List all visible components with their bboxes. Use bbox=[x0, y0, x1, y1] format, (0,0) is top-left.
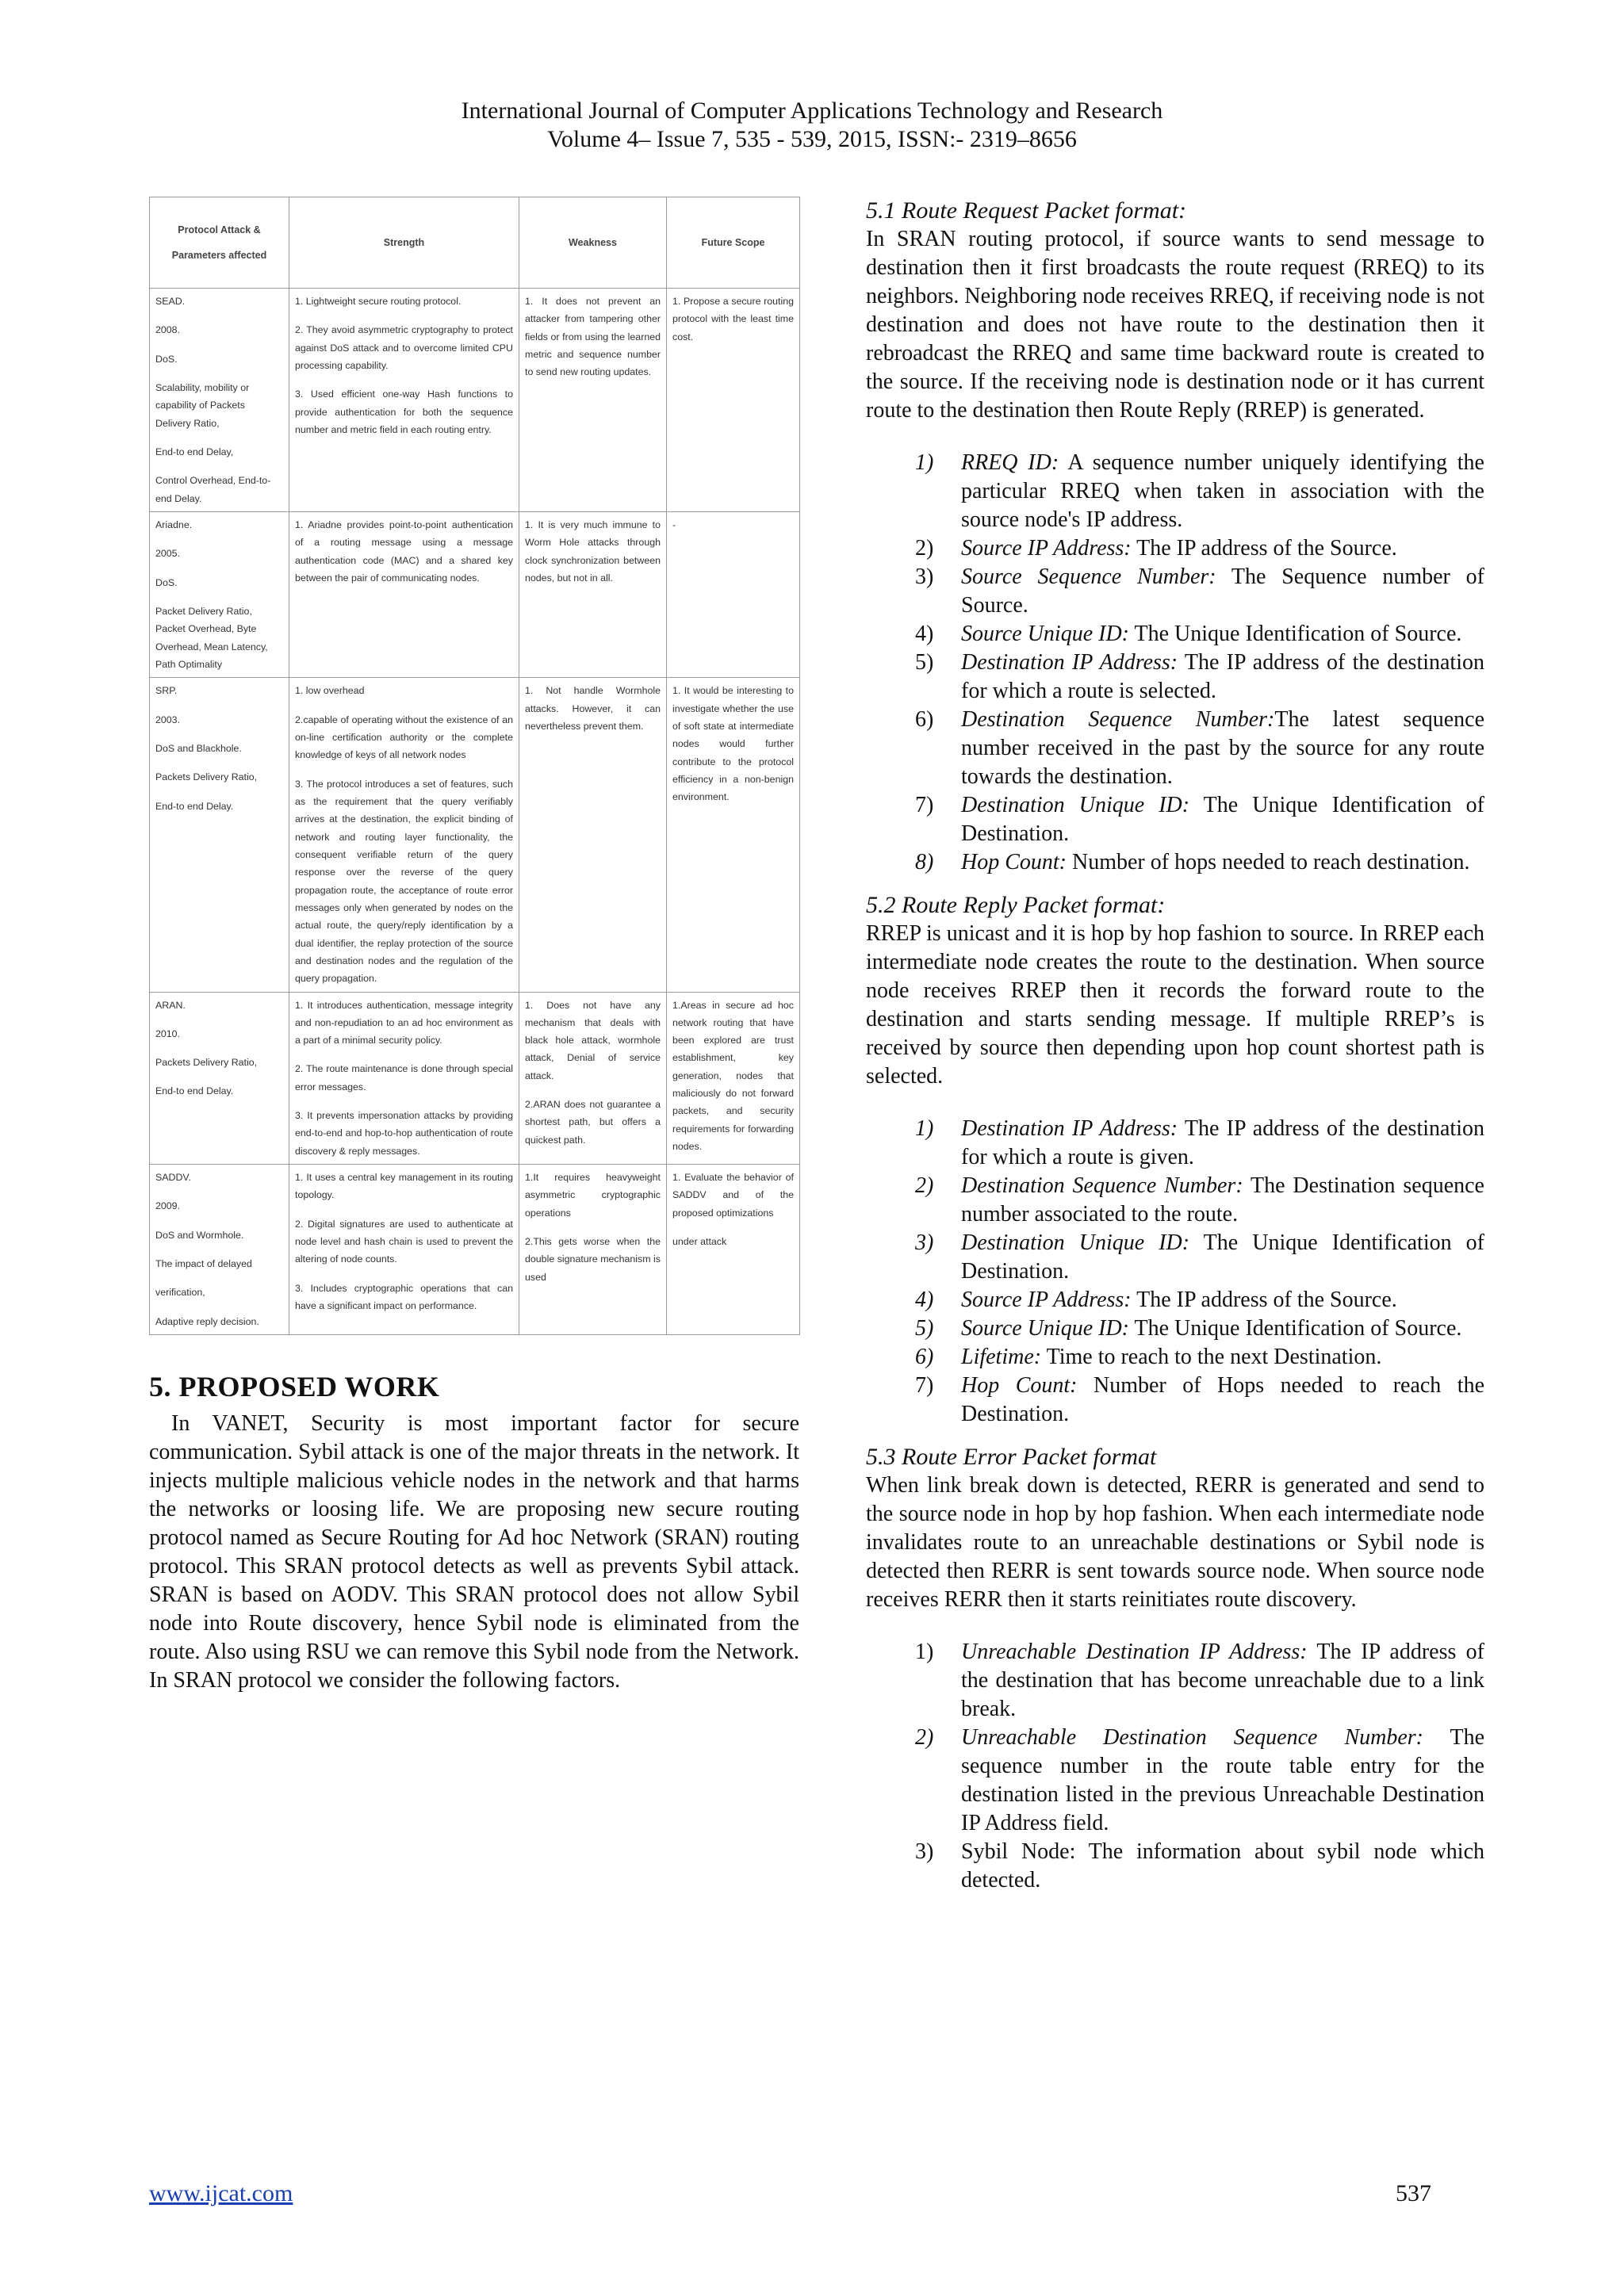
list-text bbox=[961, 449, 1484, 534]
list-text bbox=[961, 1286, 1484, 1314]
cell-text: Packet Delivery Ratio, Packet Overhead, Byte Overhead, Mean Latency, Path Optimality bbox=[155, 605, 268, 670]
field-description: The IP address of the destination for which a route is given. bbox=[961, 1116, 1484, 1169]
cell-text: ARAN. bbox=[155, 999, 186, 1011]
table-row bbox=[150, 289, 800, 512]
field-label: Source IP Address: bbox=[961, 536, 1132, 561]
list-number: 2) bbox=[915, 536, 934, 561]
journal-volume: Volume 4– Issue 7, 535 - 539, 2015, ISSN:- 2319–8656 bbox=[547, 126, 1077, 152]
cell-text: 1. Ariadne provides point-to-point authentication of a routing message using a message authentication code (MAC) and a shared key between the pair of communicating nodes. bbox=[295, 519, 513, 584]
list-item bbox=[866, 620, 1484, 649]
field-label: RREQ ID: bbox=[961, 450, 1059, 475]
field-label: Destination Unique ID: bbox=[961, 793, 1190, 817]
field-label: Source Sequence Number: bbox=[961, 564, 1216, 589]
table-cell bbox=[289, 289, 519, 512]
cell-text: 1.Areas in secure ad hoc network routing that have been explored are trust establishment, key generation, nodes that maliciously do not forward packets, and security requirements for forwarding nodes. bbox=[672, 999, 794, 1153]
field-list bbox=[866, 1638, 1484, 1895]
field-description: Time to reach to the next Destination. bbox=[1041, 1345, 1382, 1369]
list-text bbox=[961, 563, 1484, 620]
table-cell bbox=[519, 511, 667, 677]
list-text bbox=[961, 706, 1484, 791]
list-item bbox=[866, 1343, 1484, 1372]
cell-text: DoS and Blackhole. bbox=[155, 742, 242, 754]
list-item bbox=[866, 1838, 1484, 1895]
subsection-title: 5.1 Route Request Packet format: bbox=[866, 197, 1187, 224]
field-description: Number of hops needed to reach destination. bbox=[1067, 850, 1470, 874]
cell-text: 1. It introduces authentication, message integrity and non-repudiation to an ad hoc environment as a part of a minimal security policy. bbox=[295, 999, 513, 1047]
table-row bbox=[150, 678, 800, 992]
list-text bbox=[961, 1115, 1484, 1172]
field-description: The IP address of the destination that has become unreachable due to a link break. bbox=[961, 1640, 1484, 1721]
table-cell bbox=[519, 992, 667, 1165]
field-list bbox=[866, 449, 1484, 877]
table-row bbox=[150, 1165, 800, 1335]
field-description: The Destination sequence number associated to the route. bbox=[961, 1173, 1484, 1226]
table-cell bbox=[519, 1165, 667, 1335]
cell-text: 2. Digital signatures are used to authenticate at node level and hash chain is used to prevent the altering of node counts. bbox=[295, 1218, 513, 1265]
table-cell bbox=[519, 289, 667, 512]
list-text bbox=[961, 1838, 1484, 1895]
cell-text: 2010. bbox=[155, 1027, 181, 1039]
field-description: The latest sequence number received in the past by the source for any route towards the destination. bbox=[961, 707, 1484, 789]
list-number: 4) bbox=[915, 622, 934, 646]
cell-text: End-to end Delay. bbox=[155, 1085, 234, 1097]
table-cell bbox=[667, 1165, 800, 1335]
table-row bbox=[150, 511, 800, 677]
right-column bbox=[866, 197, 1484, 1895]
list-number: 1) bbox=[915, 450, 934, 475]
cell-text: DoS. bbox=[155, 576, 178, 588]
table-cell bbox=[289, 992, 519, 1165]
list-item bbox=[866, 1229, 1484, 1286]
table-cell bbox=[150, 678, 289, 992]
list-item bbox=[866, 1724, 1484, 1838]
list-number: 8) bbox=[915, 850, 934, 874]
list-number: 2) bbox=[915, 1725, 934, 1750]
list-item bbox=[866, 706, 1484, 791]
cell-text: 1. It uses a central key management in its routing topology. bbox=[295, 1172, 513, 1201]
field-label: Unreachable Destination Sequence Number: bbox=[961, 1725, 1423, 1750]
cell-text: 1. Lightweight secure routing protocol. bbox=[295, 296, 462, 307]
list-item bbox=[866, 1372, 1484, 1429]
cell-text: Packets Delivery Ratio, bbox=[155, 771, 258, 783]
list-number: 5) bbox=[915, 1316, 934, 1341]
cell-text: SEAD. bbox=[155, 296, 186, 307]
list-item bbox=[866, 534, 1484, 563]
cell-text: 3. Includes cryptographic operations that can have a significant impact on performance. bbox=[295, 1282, 513, 1312]
field-label: Destination Sequence Number: bbox=[961, 1173, 1243, 1198]
cell-text: 1. Not handle Wormhole attacks. However, it can nevertheless prevent them. bbox=[525, 685, 661, 732]
list-text bbox=[961, 1372, 1484, 1429]
cell-text: End-to end Delay, bbox=[155, 446, 234, 457]
field-description: The IP address of the destination for which a route is selected. bbox=[961, 650, 1484, 703]
list-number: 4) bbox=[915, 1288, 934, 1312]
journal-title: International Journal of Computer Applications Technology and Research bbox=[461, 98, 1163, 124]
section-body: In VANET, Security is most important factor for secure communication. Sybil attack is one of the major threats in the network. It injects multiple malicious vehicle nodes in the network and that harms the networks or loosing life. We are proposing new secure routing protocol named as Secure Routing for Ad hoc Network (SRAN) routing protocol. This SRAN protocol detects as well as prevents Sybil attack. SRAN is based on AODV. This SRAN protocol does not allow Sybil node into Route discovery, hence Sybil node is eliminated from the route. Also using RSU we can remove this Sybil node from the Network. In SRAN protocol we consider the following factors. bbox=[149, 1411, 799, 1693]
list-text bbox=[961, 791, 1484, 848]
field-description: The IP address of the Source. bbox=[1131, 1288, 1397, 1312]
table-cell bbox=[150, 992, 289, 1165]
subsection-body: When link break down is detected, RERR is generated and send to the source node in hop by hop fashion. When each intermediate node invalidates route to an unreachable destinations or Sybil node is detected then RERR is sent towards source node. When source node receives RERR then it starts reinitiates route discovery. bbox=[866, 1473, 1484, 1612]
field-label: Lifetime: bbox=[961, 1345, 1042, 1369]
field-description: Sybil Node: The information about sybil node which detected. bbox=[961, 1839, 1484, 1892]
list-number: 7) bbox=[915, 793, 934, 817]
cell-text: SADDV. bbox=[155, 1172, 191, 1184]
field-list bbox=[866, 1115, 1484, 1429]
cell-text: Control Overhead, End-to-end Delay. bbox=[155, 475, 271, 504]
table-header: Strength bbox=[289, 197, 519, 289]
field-label: Source Unique ID: bbox=[961, 622, 1130, 646]
table-cell bbox=[289, 511, 519, 677]
cell-text: under attack bbox=[672, 1236, 727, 1248]
cell-text: SRP. bbox=[155, 685, 178, 697]
field-label: Source IP Address: bbox=[961, 1288, 1132, 1312]
cell-text: 2.ARAN does not guarantee a shortest path, but offers a quickest path. bbox=[525, 1099, 661, 1146]
list-number: 1) bbox=[915, 1116, 934, 1141]
list-text bbox=[961, 534, 1484, 563]
list-item bbox=[866, 1115, 1484, 1172]
cell-text: DoS. bbox=[155, 353, 178, 365]
field-label: Destination Unique ID: bbox=[961, 1230, 1190, 1255]
list-number: 2) bbox=[915, 1173, 934, 1198]
subsection-body: In SRAN routing protocol, if source wants to send message to destination then it first broadcasts the route request (RREQ) to its neighbors. Neighboring node receives RREQ, if receiving node is not destination and does not have route to the destination then it rebroadcast the RREQ and same time backward route is created to the source. If the receiving node is destination node or it has current route to the destination then Route Reply (RREP) is generated. bbox=[866, 227, 1484, 423]
journal-header bbox=[0, 97, 1624, 154]
cell-text: 2008. bbox=[155, 324, 181, 336]
list-text bbox=[961, 1172, 1484, 1229]
left-column bbox=[149, 197, 799, 1695]
list-item bbox=[866, 1172, 1484, 1229]
table-cell bbox=[150, 511, 289, 677]
field-description: The Unique Identification of Source. bbox=[1129, 622, 1462, 646]
table-header: Protocol Attack & Parameters affected bbox=[150, 197, 289, 289]
table-cell bbox=[289, 678, 519, 992]
cell-text: 1. low overhead bbox=[295, 685, 365, 697]
list-text bbox=[961, 1724, 1484, 1838]
journal-website-link[interactable]: www.ijcat.com bbox=[149, 2180, 293, 2206]
list-text bbox=[961, 649, 1484, 706]
protocol-comparison-table bbox=[149, 197, 800, 1335]
cell-text: 1. It does not prevent an attacker from tampering other fields or from using the learned metric and sequence number to send new routing updates. bbox=[525, 296, 661, 378]
table-cell bbox=[667, 511, 800, 677]
field-description: A sequence number uniquely identifying the particular RREQ when taken in association with the source node's IP address. bbox=[961, 450, 1484, 532]
cell-text: Scalability, mobility or capability of Packets Delivery Ratio, bbox=[155, 381, 250, 429]
list-text bbox=[961, 620, 1484, 649]
cell-text: 2.capable of operating without the existence of an on-line certification authority or the complete knowledge of keys of all network nodes bbox=[295, 714, 513, 761]
list-number: 6) bbox=[915, 707, 934, 732]
list-number: 5) bbox=[915, 650, 934, 675]
field-label: Destination Sequence Number: bbox=[961, 707, 1275, 732]
cell-text: 1. Evaluate the behavior of SADDV and of the proposed optimizations bbox=[672, 1172, 794, 1219]
field-label: Unreachable Destination IP Address: bbox=[961, 1640, 1308, 1664]
list-item bbox=[866, 649, 1484, 706]
list-number: 7) bbox=[915, 1373, 934, 1398]
table-cell bbox=[667, 289, 800, 512]
field-description: The Unique Identification of Destination. bbox=[961, 1230, 1484, 1284]
field-label: Destination IP Address: bbox=[961, 650, 1178, 675]
table-cell bbox=[667, 678, 800, 992]
cell-text: verification, bbox=[155, 1287, 205, 1299]
section-title: 5. PROPOSED WORK bbox=[149, 1371, 440, 1403]
list-number: 3) bbox=[915, 1230, 934, 1255]
field-description: The Unique Identification of Source. bbox=[1129, 1316, 1462, 1341]
table-cell bbox=[150, 1165, 289, 1335]
list-item bbox=[866, 791, 1484, 848]
list-text bbox=[961, 1314, 1484, 1343]
list-item bbox=[866, 1314, 1484, 1343]
list-item bbox=[866, 563, 1484, 620]
cell-text: 3. It prevents impersonation attacks by providing end-to-end and hop-to-hop authentication of route discovery & reply messages. bbox=[295, 1110, 513, 1157]
cell-text: 3. Used efficient one-way Hash functions to provide authentication for both the sequence number and metric field in each routing entry. bbox=[295, 388, 513, 435]
cell-text: 2.This gets worse when the double signature mechanism is used bbox=[525, 1236, 661, 1283]
cell-text: Ariadne. bbox=[155, 519, 193, 530]
table-cell bbox=[667, 992, 800, 1165]
cell-text: - bbox=[672, 519, 676, 530]
list-number: 3) bbox=[915, 1839, 934, 1864]
table-cell bbox=[289, 1165, 519, 1335]
field-label: Hop Count: bbox=[961, 1373, 1078, 1398]
field-description: The sequence number in the route table entry for the destination listed in the previous Unreachable Destination IP Address field. bbox=[961, 1725, 1485, 1835]
table-cell bbox=[150, 289, 289, 512]
subsection-body: RREP is unicast and it is hop by hop fashion to source. In RREP each intermediate node creates the route to the destination. When source node receives RREP then it records the forward route to the destination and starts sending message. If multiple RREP’s is received by source then depending upon hop count shortest path is selected. bbox=[866, 921, 1484, 1089]
cell-text: 2009. bbox=[155, 1200, 181, 1212]
list-number: 6) bbox=[915, 1345, 934, 1369]
list-item bbox=[866, 1286, 1484, 1314]
table-header: Weakness bbox=[519, 197, 667, 289]
list-text bbox=[961, 1343, 1484, 1372]
cell-text: End-to end Delay. bbox=[155, 800, 234, 812]
table-header-row bbox=[150, 197, 800, 289]
list-text bbox=[961, 1229, 1484, 1286]
table-header: Future Scope bbox=[667, 197, 800, 289]
cell-text: 3. The protocol introduces a set of features, such as the requirement that the query verifiably arrives at the destination, the explicit binding of network and routing layer functionality, the consequent verifiable return of the query response over the reverse of the query propagation route, the acceptance of route error messages only when generated by nodes on the actual route, the query/reply identification by a dual identifier, the replay protection of the source and destination nodes and the regulation of the query propagation. bbox=[295, 778, 513, 985]
cell-text: DoS and Wormhole. bbox=[155, 1229, 244, 1241]
cell-text: 2. The route maintenance is done through special error messages. bbox=[295, 1063, 513, 1093]
cell-text: 2003. bbox=[155, 714, 181, 725]
list-text bbox=[961, 848, 1484, 877]
field-description: The IP address of the Source. bbox=[1131, 536, 1397, 561]
cell-text: The impact of delayed bbox=[155, 1258, 252, 1270]
page-number: 537 bbox=[1396, 2180, 1431, 2206]
cell-text: 1.It requires heavyweight asymmetric cryptographic operations bbox=[525, 1172, 661, 1219]
field-label: Destination IP Address: bbox=[961, 1116, 1178, 1141]
field-description: The Sequence number of Source. bbox=[961, 564, 1484, 618]
cell-text: Packets Delivery Ratio, bbox=[155, 1057, 258, 1069]
subsection-title: 5.3 Route Error Packet format bbox=[866, 1444, 1157, 1470]
list-text bbox=[961, 1638, 1484, 1724]
subsection-title: 5.2 Route Reply Packet format: bbox=[866, 892, 1166, 918]
cell-text: 1. Propose a secure routing protocol with the least time cost. bbox=[672, 296, 794, 342]
list-item bbox=[866, 449, 1484, 534]
cell-text: 1. It would be interesting to investigate whether the use of soft state at intermediate nodes would further contribute to the protocol efficiency in a non-benign environment. bbox=[672, 685, 794, 803]
field-description: The Unique Identification of Destination. bbox=[961, 793, 1484, 846]
cell-text: 2005. bbox=[155, 548, 181, 560]
cell-text: 1. Does not have any mechanism that deals with black hole attack, wormhole attack, Denial of service attack. bbox=[525, 999, 661, 1081]
table-row bbox=[150, 992, 800, 1165]
cell-text: Adaptive reply decision. bbox=[155, 1315, 259, 1327]
list-number: 1) bbox=[915, 1640, 934, 1664]
field-description: Number of Hops needed to reach the Destination. bbox=[961, 1373, 1485, 1426]
list-item bbox=[866, 848, 1484, 877]
cell-text: 1. It is very much immune to Worm Hole attacks through clock synchronization between nodes, but not in all. bbox=[525, 519, 661, 584]
cell-text: 2. They avoid asymmetric cryptography to protect against DoS attack and to overcome limited CPU processing capability. bbox=[295, 324, 513, 371]
list-item bbox=[866, 1638, 1484, 1724]
table-cell bbox=[519, 678, 667, 992]
field-label: Source Unique ID: bbox=[961, 1316, 1130, 1341]
field-label: Hop Count: bbox=[961, 850, 1067, 874]
list-number: 3) bbox=[915, 564, 934, 589]
